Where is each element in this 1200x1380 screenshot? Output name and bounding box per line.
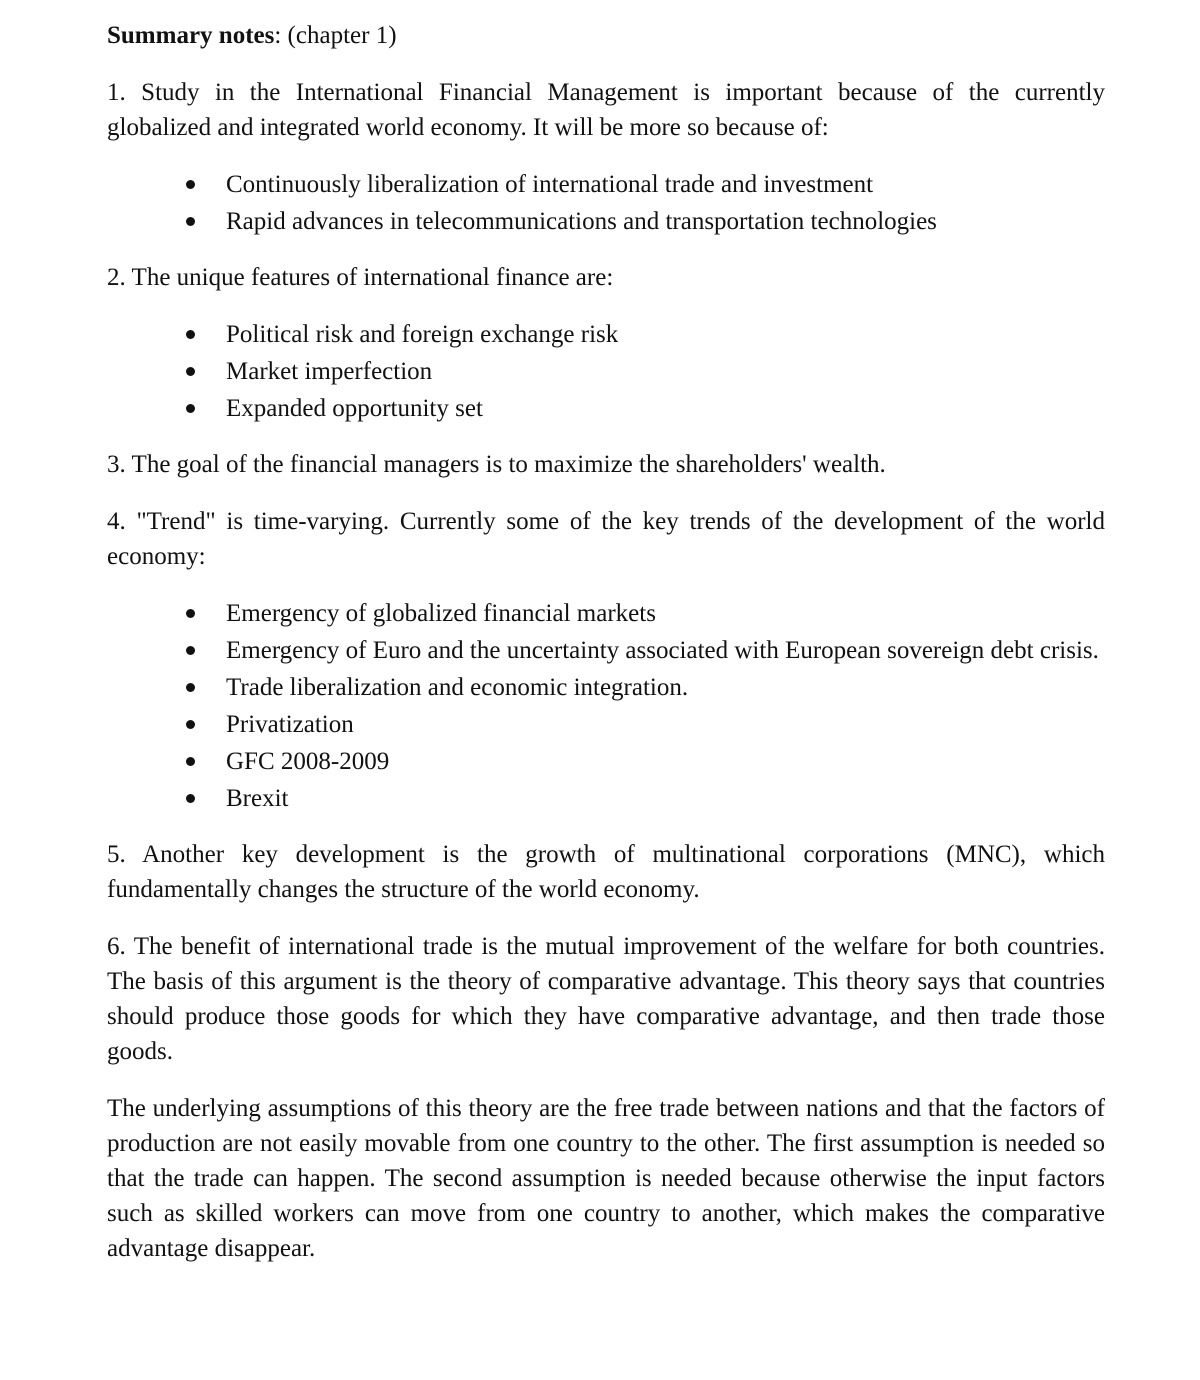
bullet-icon	[186, 683, 195, 692]
paragraph-3: 3. The goal of the financial managers is to maximize the shareholders' wealth.	[107, 451, 886, 478]
bullet-icon	[186, 217, 195, 226]
bullet-list-4	[107, 596, 1105, 816]
paragraph-7: The underlying assumptions of this theory are the free trade between nations and that the factors of production are not easily movable from one country to the other. The first assumption is needed so that the trade can happen. The second assumption is needed because otherwise the input factors such as skilled workers can move from one country to another, which makes the comparative advantage disappear.	[107, 1095, 1105, 1262]
list-item	[226, 167, 1105, 202]
list-item	[226, 204, 1105, 239]
list-item	[226, 354, 1105, 389]
bullet-list-1	[107, 167, 1105, 239]
bullet-icon	[186, 757, 195, 766]
bullet-icon	[186, 180, 195, 189]
list-item-text: Emergency of Euro and the uncertainty associated with European sovereign debt crisis.	[226, 637, 1099, 664]
list-item	[226, 391, 1105, 426]
paragraph-2: 2. The unique features of international finance are:	[107, 264, 614, 291]
paragraph-4: 4. "Trend" is time-varying. Currently some of the key trends of the development of the world economy:	[107, 508, 1105, 570]
list-item-text: Privatization	[226, 711, 354, 738]
list-item-text: Brexit	[226, 785, 289, 812]
bullet-icon	[186, 646, 195, 655]
list-item-text: Rapid advances in telecommunications and transportation technologies	[226, 208, 937, 235]
bullet-icon	[186, 367, 195, 376]
paragraph-5: 5. Another key development is the growth of multinational corporations (MNC), which fundamentally changes the structure of the world economy.	[107, 841, 1105, 903]
paragraph-1: 1. Study in the International Financial Management is important because of the currently globalized and integrated world economy. It will be more so because of:	[107, 79, 1105, 141]
list-item-text: Trade liberalization and economic integration.	[226, 674, 689, 701]
list-item-text: GFC 2008-2009	[226, 748, 390, 775]
bullet-icon	[186, 609, 195, 618]
list-item-text: Political risk and foreign exchange risk	[226, 321, 619, 348]
bullet-icon	[186, 330, 195, 339]
list-item-text: Expanded opportunity set	[226, 395, 483, 422]
list-item	[226, 317, 1105, 352]
list-item	[226, 670, 1105, 705]
list-item-text: Continuously liberalization of international trade and investment	[226, 171, 874, 198]
list-item	[226, 633, 1105, 668]
title-rest-text: : (chapter 1)	[274, 22, 397, 49]
document-title	[107, 18, 1105, 53]
title-bold-text: Summary notes	[107, 22, 275, 49]
list-item	[226, 744, 1105, 779]
document-page	[107, 18, 1105, 1288]
paragraph-6: 6. The benefit of international trade is the mutual improvement of the welfare for both countries. The basis of this argument is the theory of comparative advantage. This theory says that countries should produce those goods for which they have comparative advantage, and then trade those goods.	[107, 933, 1105, 1065]
bullet-icon	[186, 404, 195, 413]
list-item-text: Market imperfection	[226, 358, 433, 385]
list-item-text: Emergency of globalized financial markets	[226, 600, 656, 627]
list-item	[226, 781, 1105, 816]
bullet-icon	[186, 720, 195, 729]
bullet-icon	[186, 794, 195, 803]
bullet-list-2	[107, 317, 1105, 426]
list-item	[226, 596, 1105, 631]
list-item	[226, 707, 1105, 742]
